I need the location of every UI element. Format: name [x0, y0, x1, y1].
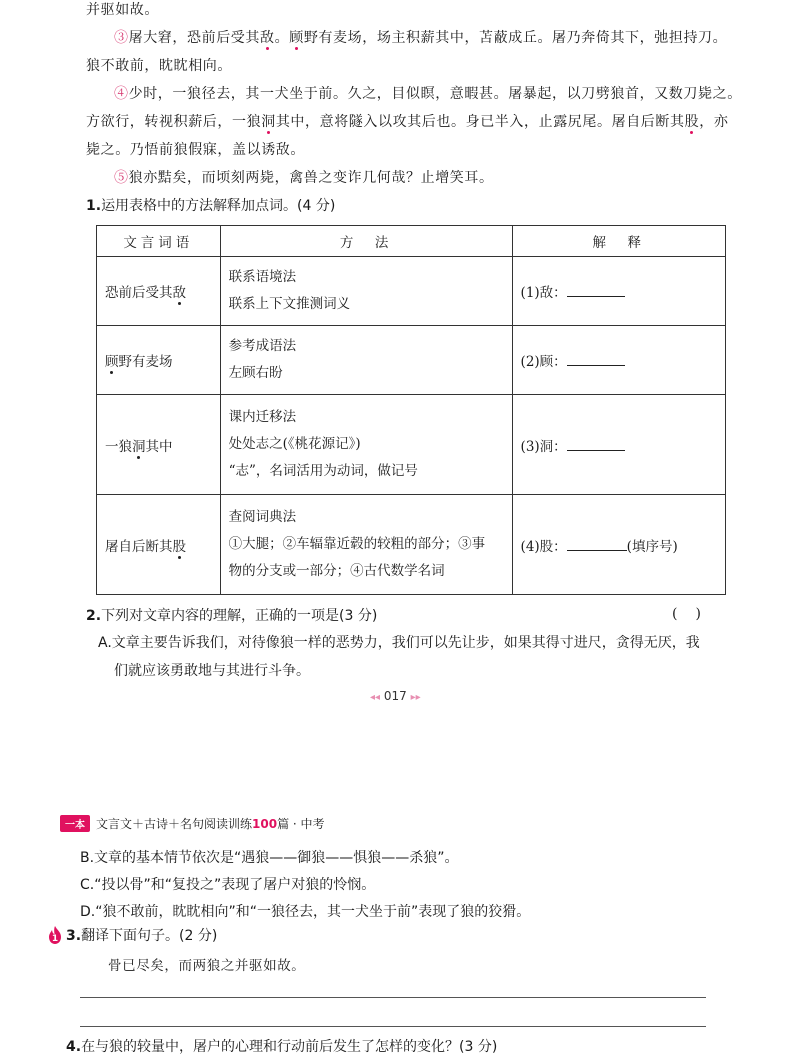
answer-blank[interactable]	[567, 284, 625, 297]
question-number: 4.	[66, 1039, 82, 1055]
option-c: C.“投以骨”和“复投之”表现了屠户对狼的怜悯。	[80, 877, 376, 893]
method-line: 课内迁移法	[228, 409, 297, 425]
answer-label: (3)洞：	[520, 438, 567, 455]
answer-label: (1)敌：	[520, 285, 567, 301]
text-run: 一狼	[105, 438, 132, 455]
answer-cell[interactable]	[512, 395, 725, 495]
question-2	[86, 606, 377, 626]
word-cell	[97, 326, 221, 395]
question-text: 翻译下面句子。(2 分)	[81, 928, 218, 944]
passage-line: 毙之。乃悟前狼假寐，盖以诱敌。	[86, 142, 305, 158]
book-title-number: 100	[252, 817, 278, 831]
answer-blank[interactable]	[567, 353, 625, 366]
dotted-word: 股	[684, 114, 700, 130]
answer-parentheses[interactable]: ()	[672, 606, 719, 622]
text-run: 屠自后断其	[105, 538, 173, 555]
answer-blank[interactable]	[567, 438, 625, 451]
method-line: ①大腿；②车辐靠近毂的较粗的部分；③事	[228, 536, 486, 552]
table-row	[97, 326, 726, 395]
answer-label: (4)股：	[520, 538, 567, 555]
question-number: 2.	[86, 608, 102, 624]
method-cell	[220, 495, 512, 595]
dotted-word: 洞	[261, 114, 276, 130]
book-title	[96, 815, 325, 832]
question-4	[66, 1037, 497, 1057]
word-cell	[97, 395, 221, 495]
table-row	[97, 395, 726, 495]
answer-cell[interactable]	[512, 495, 725, 595]
book-title-a: 文言文＋古诗＋名句阅读训练	[96, 817, 253, 831]
answer-cell[interactable]	[512, 326, 725, 395]
page-number	[370, 689, 421, 703]
text-run: 野有麦场，场主积薪其中，苫蔽成丘。屠乃奔倚其下，弛担持刀。	[303, 30, 728, 46]
vocab-table	[96, 225, 726, 595]
answer-cell[interactable]	[512, 257, 725, 326]
dotted-word: 股	[172, 538, 186, 555]
paragraph-number: ④	[114, 86, 129, 102]
right-arrows-icon: ▸▸	[410, 692, 421, 703]
passage-line	[86, 108, 729, 136]
passage-line: 并驱如故。	[86, 2, 159, 18]
method-line: 联系语境法	[228, 269, 297, 285]
table-header-row	[97, 226, 726, 257]
word-cell	[97, 495, 221, 595]
paragraph-number: ③	[114, 30, 129, 46]
text-run: 其中，意将隧入以攻其后也。身已半入，止露尻尾。屠自后断其	[275, 114, 685, 130]
dotted-word: 敌	[172, 285, 186, 301]
passage-line	[86, 24, 726, 52]
text-run: 恐前后受其	[105, 285, 173, 301]
svg-text:1: 1	[51, 934, 59, 944]
method-line: 处处志之(《桃花源记》)	[228, 436, 361, 452]
method-cell	[220, 395, 512, 495]
answer-line[interactable]	[80, 997, 706, 998]
option-a-line2: 们就应该勇敢地与其进行斗争。	[114, 663, 310, 679]
table-header: 解 释	[512, 226, 725, 257]
question-1	[86, 196, 335, 216]
method-line: 查阅词典法	[228, 509, 297, 525]
table-row	[97, 495, 726, 595]
question-3	[66, 926, 217, 946]
passage	[86, 0, 742, 192]
text-run: 狼亦黠矣，而顷刻两毙，禽兽之变诈几何哉？止增笑耳。	[128, 170, 494, 186]
page-number-text: 017	[383, 689, 407, 703]
method-line: 物的分支或一部分；④古代数学名词	[228, 563, 445, 579]
answer-note: (填序号)	[626, 538, 678, 555]
answer-label: (2)顾：	[520, 354, 567, 370]
text-run: ，亦	[699, 114, 729, 130]
method-line: “志”，名词活用为动词，做记号	[228, 463, 418, 479]
q3-sentence: 骨已尽矣，而两狼之并驱如故。	[108, 958, 306, 974]
answer-blank[interactable]	[567, 538, 627, 551]
table-row	[97, 257, 726, 326]
dotted-word: 顾	[289, 30, 304, 46]
method-cell	[220, 326, 512, 395]
paragraph-number: ⑤	[114, 170, 129, 186]
text-run: 方欲行，转视积薪后，一狼	[86, 114, 262, 130]
answer-line[interactable]	[80, 1026, 706, 1027]
question-text: 下列对文章内容的理解，正确的一项是(3 分)	[101, 608, 378, 624]
text-run: 。	[274, 30, 290, 46]
dotted-word: 敌	[260, 30, 275, 46]
table-header: 文言词语	[97, 226, 221, 257]
option-b: B.文章的基本情节依次是“遇狼——御狼——惧狼——杀狼”。	[80, 850, 459, 866]
method-line: 左顾右盼	[228, 365, 283, 381]
option-a-line1: A.文章主要告诉我们，对待像狼一样的恶势力，我们可以先让步，如果其得寸进尺，贪得无厌，我	[98, 635, 700, 651]
method-line: 联系上下文推测词义	[228, 296, 351, 312]
fire-icon	[47, 925, 63, 945]
text-run: 少时，一狼径去，其一犬坐于前。久之，目似瞑，意暇甚。屠暴起，以刀劈狼首，又数刀毙之。	[128, 86, 742, 102]
text-run: 野有麦场	[118, 354, 173, 370]
question-text: 运用表格中的方法解释加点词。(4 分)	[101, 198, 336, 214]
table-header: 方 法	[220, 226, 512, 257]
left-arrows-icon: ◂◂	[370, 692, 381, 703]
book-header	[60, 815, 325, 832]
passage-line	[86, 80, 742, 108]
question-text: 在与狼的较量中，屠户的心理和行动前后发生了怎样的变化？(3 分)	[81, 1039, 498, 1055]
book-badge: 一本	[60, 815, 90, 832]
word-cell	[97, 257, 221, 326]
book-title-b: 篇 · 中考	[277, 817, 325, 831]
question-number: 3.	[66, 928, 82, 944]
dotted-word: 顾	[105, 354, 119, 370]
passage-line: 狼不敢前，眈眈相向。	[86, 58, 232, 74]
dotted-word: 洞	[132, 438, 146, 455]
method-cell	[220, 257, 512, 326]
passage-line	[86, 164, 726, 192]
text-run: 其中	[145, 438, 173, 455]
option-d: D.“狼不敢前，眈眈相向”和“一狼径去，其一犬坐于前”表现了狼的狡猾。	[80, 904, 531, 920]
question-number: 1.	[86, 198, 102, 214]
method-line: 参考成语法	[228, 338, 297, 354]
text-run: 屠大窘，恐前后受其	[128, 30, 261, 46]
